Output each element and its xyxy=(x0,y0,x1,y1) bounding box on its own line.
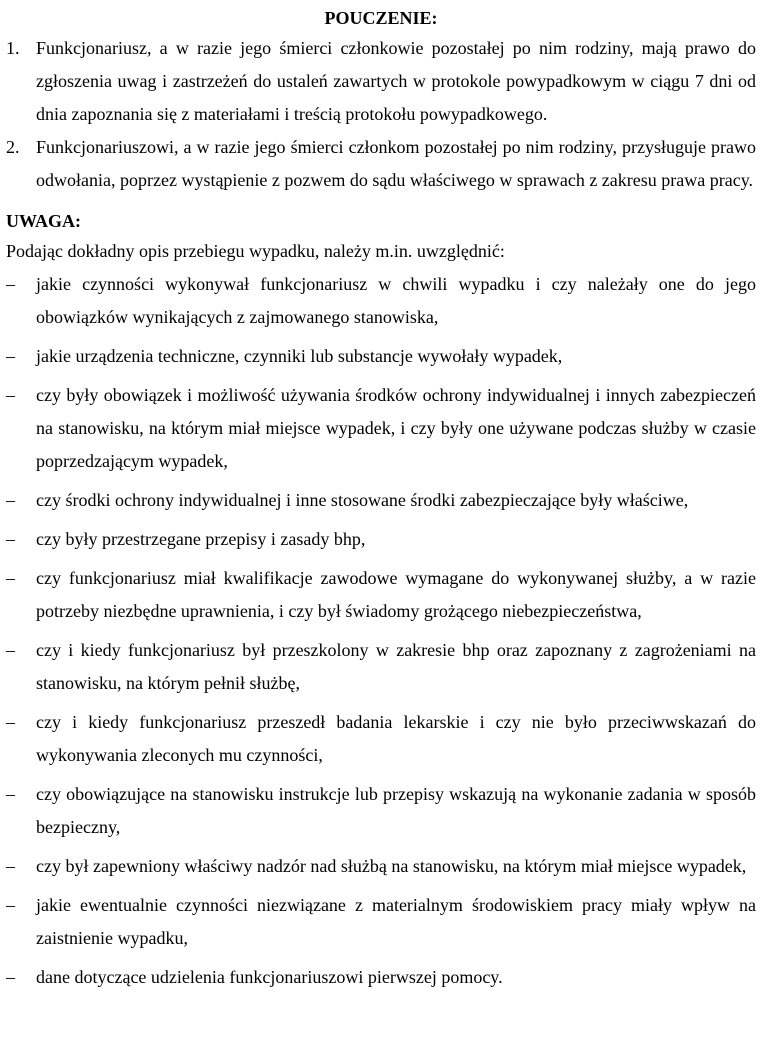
dash-marker: – xyxy=(6,568,15,588)
instruction-text: Funkcjonariusz, a w razie jego śmierci członkowie pozostałej po nim rodziny, mają prawo do zgłoszenia uwag i zastrzeżeń do ustaleń zawartych w protokole powypadkowym w ciągu 7 dni od dnia zapoznania się z materiałami i treścią protokołu powypadkowego. xyxy=(36,38,756,124)
instruction-item xyxy=(6,131,756,197)
dash-marker: – xyxy=(6,529,15,549)
list-item-text: czy środki ochrony indywidualnej i inne stosowane środki zabezpieczające były właściwe, xyxy=(36,490,689,510)
list-item-text: dane dotyczące udzielenia funkcjonariuszowi pierwszej pomocy. xyxy=(36,967,503,987)
dash-marker: – xyxy=(6,856,15,876)
list-item xyxy=(6,961,756,994)
list-item-text: czy były obowiązek i możliwość używania środków ochrony indywidualnej i innych zabezpieczeń na stanowisku, na którym miał miejsce wypadek, i czy były one używane podczas służby w czasie poprzedzającym wypadek, xyxy=(36,385,756,471)
instruction-text: Funkcjonariuszowi, a w razie jego śmierci członkom pozostałej po nim rodziny, przysługuje prawo odwołania, poprzez wystąpienie z pozwem do sądu właściwego w sprawach z zakresu prawa pracy. xyxy=(36,137,756,190)
dash-marker: – xyxy=(6,895,15,915)
list-item xyxy=(6,706,756,772)
list-item xyxy=(6,634,756,700)
list-item xyxy=(6,379,756,478)
list-item-text: jakie urządzenia techniczne, czynniki lub substancje wywołały wypadek, xyxy=(36,346,563,366)
list-item-text: czy były przestrzegane przepisy i zasady bhp, xyxy=(36,529,366,549)
list-item-text: jakie czynności wykonywał funkcjonariusz w chwili wypadku i czy należały one do jego obowiązków wynikających z zajmowanego stanowiska, xyxy=(36,274,756,327)
dash-marker: – xyxy=(6,346,15,366)
list-item xyxy=(6,523,756,556)
list-item-text: czy był zapewniony właściwy nadzór nad służbą na stanowisku, na którym miał miejsce wypadek, xyxy=(36,856,747,876)
dash-marker: – xyxy=(6,274,15,294)
list-item xyxy=(6,340,756,373)
instructions-heading: POUCZENIE: xyxy=(324,8,438,28)
dash-marker: – xyxy=(6,967,15,987)
list-item xyxy=(6,850,756,883)
list-number: 1. xyxy=(6,38,20,58)
instruction-item xyxy=(6,32,756,131)
note-intro: Podając dokładny opis przebiegu wypadku, należy m.in. uwzględnić: xyxy=(6,241,505,261)
dash-marker: – xyxy=(6,490,15,510)
list-item xyxy=(6,484,756,517)
instructions-list xyxy=(6,32,756,197)
list-item-text: czy obowiązujące na stanowisku instrukcje lub przepisy wskazują na wykonanie zadania w sposób bezpieczny, xyxy=(36,784,756,837)
considerations-list xyxy=(6,268,756,994)
list-item-text: czy i kiedy funkcjonariusz był przeszkolony w zakresie bhp oraz zapoznany z zagrożeniami na stanowisku, na którym pełnił służbę, xyxy=(36,640,756,693)
list-item xyxy=(6,778,756,844)
dash-marker: – xyxy=(6,385,15,405)
dash-marker: – xyxy=(6,712,15,732)
list-item-text: czy i kiedy funkcjonariusz przeszedł badania lekarskie i czy nie było przeciwwskazań do wykonywania zleconych mu czynności, xyxy=(36,712,756,765)
list-item xyxy=(6,562,756,628)
dash-marker: – xyxy=(6,640,15,660)
list-item-text: jakie ewentualnie czynności niezwiązane z materialnym środowiskiem pracy miały wpływ na zaistnienie wypadku, xyxy=(36,895,756,948)
list-item-text: czy funkcjonariusz miał kwalifikacje zawodowe wymagane do wykonywanej służby, a w razie potrzeby niezbędne uprawnienia, i czy był świadomy grożącego niebezpieczeństwa, xyxy=(36,568,756,621)
list-number: 2. xyxy=(6,137,20,157)
note-heading: UWAGA: xyxy=(6,211,81,231)
list-item xyxy=(6,889,756,955)
dash-marker: – xyxy=(6,784,15,804)
list-item xyxy=(6,268,756,334)
